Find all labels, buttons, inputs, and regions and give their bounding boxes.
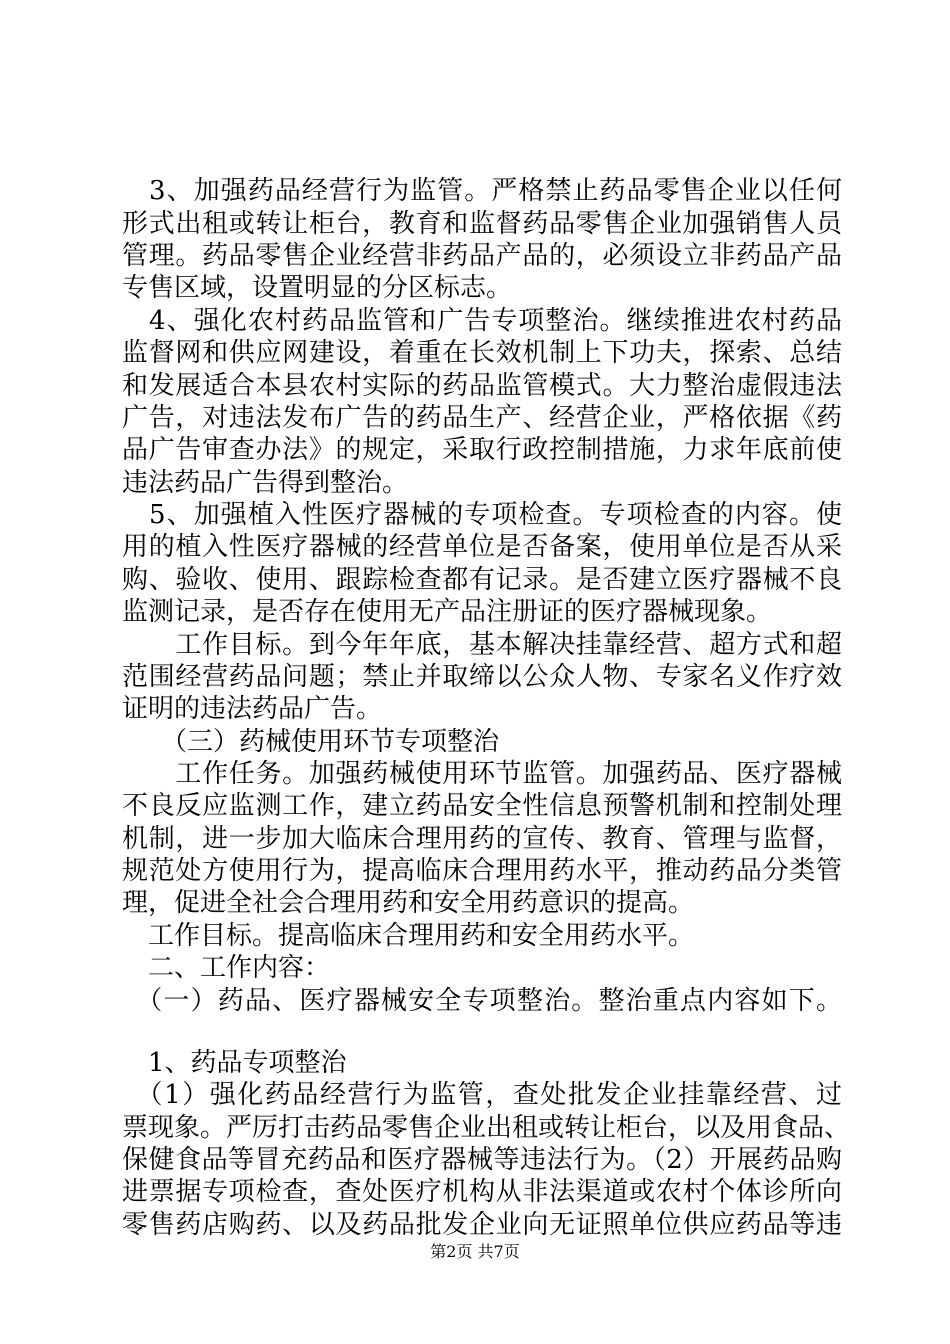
text-line: 理，促进全社会合理用药和安全用药意识的提高。	[122, 888, 695, 918]
text-line: 用的植入性医疗器械的经营单位是否备案，使用单位是否从采	[122, 532, 842, 562]
text-line: 机制，进一步加大临床合理用药的宣传、教育、管理与监督，	[122, 824, 842, 854]
text-line: 和发展适合本县农村实际的药品监管模式。大力整治虚假违法	[122, 371, 842, 401]
text-line: 5、加强植入性医疗器械的专项检查。专项检查的内容。使	[122, 500, 842, 530]
page-footer: 第2页 共7页	[430, 1242, 520, 1261]
text-line: 4、强化农村药品监管和广告专项整治。继续推进农村药品	[122, 306, 842, 336]
text-line: 票现象。严厉打击药品零售企业出租或转让柜台，以及用食品、	[122, 1113, 851, 1143]
text-line: 进票据专项检查，查处医疗机构从非法渠道或农村个体诊所向	[122, 1177, 842, 1207]
text-line: 工作任务。加强药械使用环节监管。加强药品、医疗器械	[122, 759, 842, 789]
text-line: 购、验收、使用、跟踪检查都有记录。是否建立医疗器械不良	[122, 565, 842, 595]
text-line: 工作目标。提高临床合理用药和安全用药水平。	[122, 921, 695, 951]
text-line: 广告，对违法发布广告的药品生产、经营企业，严格依据《药	[122, 403, 842, 433]
text-line: 不良反应监测工作，建立药品安全性信息预警机制和控制处理	[122, 791, 842, 821]
text-line: 管理。药品零售企业经营非药品产品的，必须设立非药品产品	[122, 241, 842, 271]
text-line: 专售区域，设置明显的分区标志。	[122, 273, 513, 303]
section-heading: 1、药品专项整治	[122, 1048, 347, 1078]
text-line: 范围经营药品问题；禁止并取缔以公众人物、专家名义作疗效	[122, 662, 842, 692]
text-line: 违法药品广告得到整治。	[122, 468, 409, 498]
text-line: 零售药店购药、以及药品批发企业向无证照单位供应药品等违	[122, 1210, 842, 1240]
text-line: 规范处方使用行为，提高临床合理用药水平，推动药品分类管	[122, 856, 842, 886]
text-line: 监督网和供应网建设，着重在长效机制上下功夫，探索、总结	[122, 338, 842, 368]
section-heading: 二、工作内容：	[122, 953, 331, 983]
text-line: （一）药品、医疗器械安全专项整治。整治重点内容如下。	[122, 986, 842, 1016]
text-line: 品广告审查办法》的规定，采取行政控制措施，力求年底前使	[122, 435, 842, 465]
text-line: 保健食品等冒充药品和医疗器械等违法行为。（2）开展药品购	[122, 1145, 842, 1175]
text-line: 证明的违法药品广告。	[122, 694, 383, 724]
text-line: 工作目标。到今年年底，基本解决挂靠经营、超方式和超	[122, 630, 842, 660]
text-line: 监测记录，是否存在使用无产品注册证的医疗器械现象。	[122, 597, 773, 627]
text-line: （1）强化药品经营行为监管，查处批发企业挂靠经营、过	[122, 1080, 842, 1110]
text-line: 形式出租或转让柜台，教育和监督药品零售企业加强销售人员	[122, 209, 842, 239]
text-line: 3、加强药品经营行为监管。严格禁止药品零售企业以任何	[122, 176, 842, 206]
section-heading: （三）药械使用环节专项整治	[122, 727, 500, 757]
